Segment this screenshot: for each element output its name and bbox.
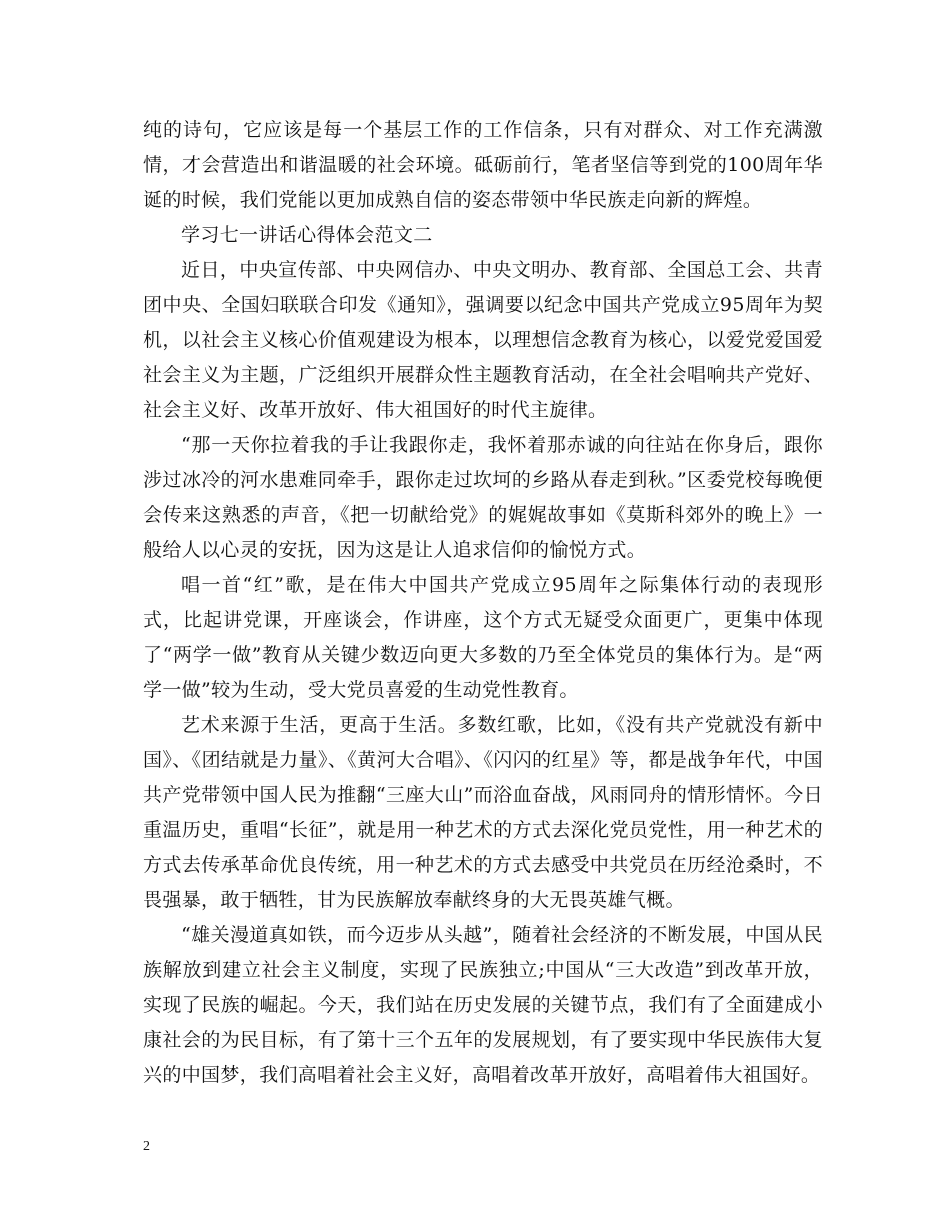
paragraph: 艺术来源于生活，更高于生活。多数红歌，比如，《没有共产党就没有新中国》、《团结就是力量》、《黄河大合唱》、《闪闪的红星》等，都是战争年代，中国共产党带领中国人民为推翻“三座大山”而浴血奋战，风雨同舟的情形情怀。今日重温历史，重唱“长征”，就是用一种艺术的方式去深化党员党性，用一种艺术的方式去传承革命优良传统，用一种艺术的方式去感受中共党员在历经沧桑时，不畏强暴，敢于牺牲，甘为民族解放奉献终身的大无畏英雄气概。: [143, 714, 823, 911]
paragraph: 近日，中央宣传部、中央网信办、中央文明办、教育部、全国总工会、共青团中央、全国妇联联合印发《通知》，强调要以纪念中国共产党成立95周年为契机，以社会主义核心价值观建设为根本，以理想信念教育为核心，以爱党爱国爱社会主义为主题，广泛组织开展群众性主题教育活动，在全社会唱响共产党好、社会主义好、改革开放好、伟大祖国好的时代主旋律。: [143, 259, 823, 421]
section-heading: 学习七一讲话心得体会范文二: [181, 224, 433, 246]
paragraph: “雄关漫道真如铁，而今迈步从头越”，随着社会经济的不断发展，中国从民族解放到建立社会主义制度，实现了民族独立;中国从“三大改造”到改革开放，实现了民族的崛起。今天，我们站在历史发展的关键节点，我们有了全面建成小康社会的为民目标，有了第十三个五年的发展规划，有了要实现中华民族伟大复兴的中国梦，我们高唱着社会主义好，高唱着改革开放好，高唱着伟大祖国好。: [143, 924, 823, 1086]
paragraph: “那一天你拉着我的手让我跟你走，我怀着那赤诚的向往站在你身后，跟你涉过冰冷的河水患难同牵手，跟你走过坎坷的乡路从春走到秋。”区委党校每晚便会传来这熟悉的声音，《把一切献给党》的娓娓故事如《莫斯科郊外的晚上》一般给人以心灵的安抚，因为这是让人追求信仰的愉悦方式。: [143, 434, 823, 561]
page-number: 2: [143, 1139, 150, 1154]
paragraph-continuation: 纯的诗句，它应该是每一个基层工作的工作信条，只有对群众、对工作充满激情，才会营造出和谐温暖的社会环境。砥砺前行，笔者坚信等到党的100周年华诞的时候，我们党能以更加成熟自信的姿态带领中华民族走向新的辉煌。: [143, 119, 823, 211]
paragraph: 唱一首“红”歌，是在伟大中国共产党成立95周年之际集体行动的表现形式，比起讲党课，开座谈会，作讲座，这个方式无疑受众面更广，更集中体现了“两学一做”教育从关键少数迈向更大多数的乃至全体党员的集体行为。是“两学一做”较为生动，受大党员喜爱的生动党性教育。: [143, 574, 823, 701]
document-body: [143, 113, 823, 1093]
